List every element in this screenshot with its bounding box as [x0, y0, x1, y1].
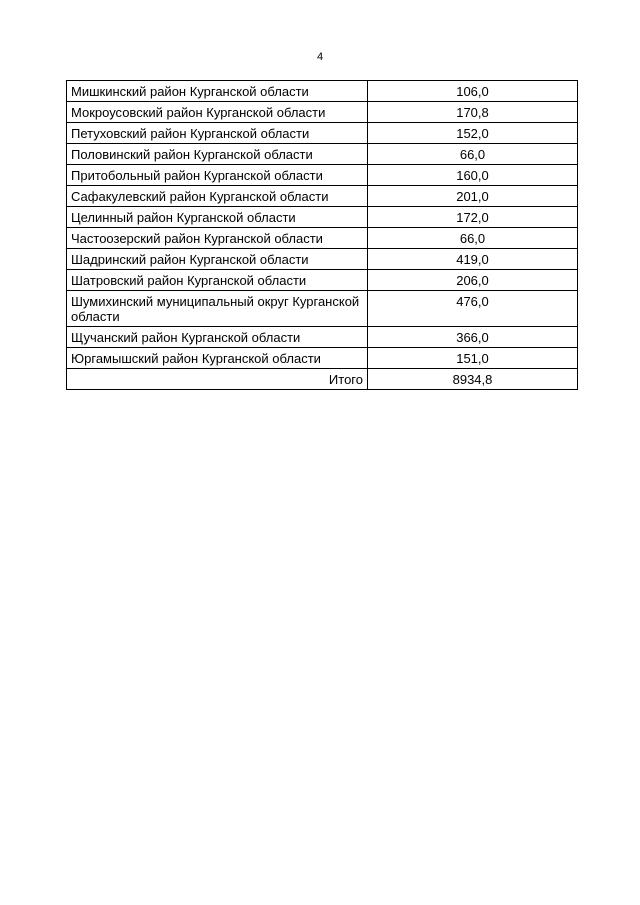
row-name: Петуховский район Курганской области	[67, 123, 368, 144]
table-row	[67, 102, 578, 123]
row-value: 151,0	[368, 348, 578, 369]
row-value: 66,0	[368, 228, 578, 249]
page-number: 4	[316, 51, 324, 63]
table-row	[67, 81, 578, 102]
row-name: Мишкинский район Курганской области	[67, 81, 368, 102]
total-value: 8934,8	[368, 369, 578, 390]
table-row	[67, 228, 578, 249]
table-row	[67, 144, 578, 165]
row-value: 201,0	[368, 186, 578, 207]
row-name: Мокроусовский район Курганской области	[67, 102, 368, 123]
total-row	[67, 369, 578, 390]
table-row	[67, 123, 578, 144]
row-value: 172,0	[368, 207, 578, 228]
row-value: 160,0	[368, 165, 578, 186]
table-row	[67, 327, 578, 348]
row-value: 366,0	[368, 327, 578, 348]
row-name: Шумихинский муниципальный округ Курганской области	[67, 291, 368, 327]
row-name: Притобольный район Курганской области	[67, 165, 368, 186]
row-name: Юргамышский район Курганской области	[67, 348, 368, 369]
table-row	[67, 249, 578, 270]
row-value: 152,0	[368, 123, 578, 144]
table-row	[67, 207, 578, 228]
table-row	[67, 291, 578, 327]
row-value: 66,0	[368, 144, 578, 165]
row-value: 476,0	[368, 291, 578, 327]
row-value: 206,0	[368, 270, 578, 291]
row-value: 170,8	[368, 102, 578, 123]
row-name: Половинский район Курганской области	[67, 144, 368, 165]
row-name: Шадринский район Курганской области	[67, 249, 368, 270]
row-name: Целинный район Курганской области	[67, 207, 368, 228]
table-row	[67, 348, 578, 369]
table-row	[67, 186, 578, 207]
row-name: Частоозерский район Курганской области	[67, 228, 368, 249]
table-row	[67, 165, 578, 186]
allocation-table	[66, 80, 578, 390]
row-name: Сафакулевский район Курганской области	[67, 186, 368, 207]
row-value: 106,0	[368, 81, 578, 102]
row-value: 419,0	[368, 249, 578, 270]
table-row	[67, 270, 578, 291]
row-name: Шатровский район Курганской области	[67, 270, 368, 291]
row-name: Щучанский район Курганской области	[67, 327, 368, 348]
total-label: Итого	[67, 369, 368, 390]
